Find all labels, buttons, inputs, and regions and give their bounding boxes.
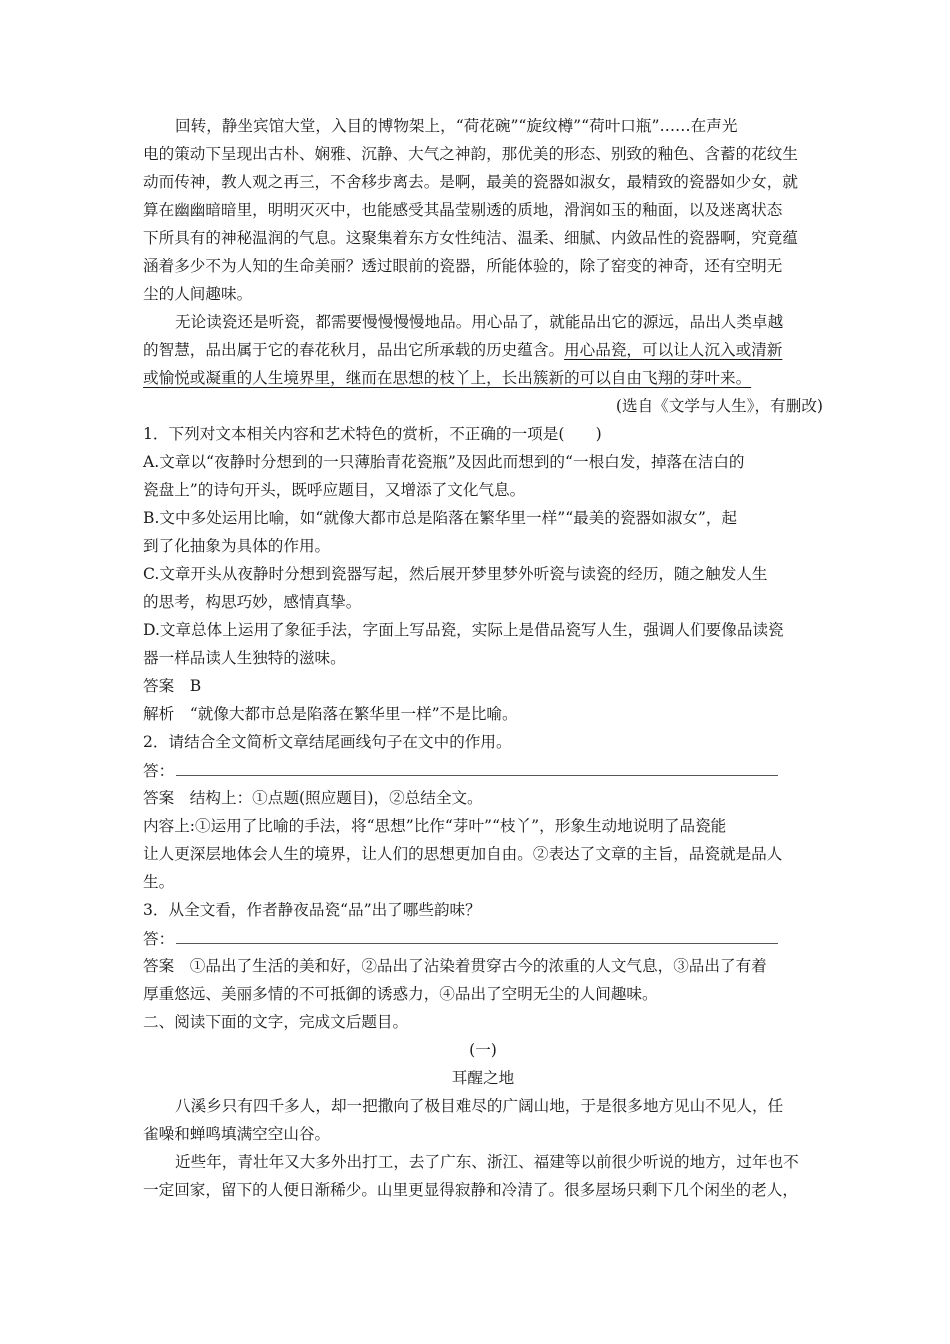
answer-blank-row (143, 756, 823, 784)
text-line: 一定回家，留下的人便日渐稀少。山里更显得寂静和冷清了。很多屋场只剩下几个闲坐的老人， (143, 1181, 798, 1199)
text-line: 回转，静坐宾馆大堂，入目的博物架上，“荷花碗”“旋纹樽”“荷叶口瓶”……在声光 (175, 117, 738, 135)
text-line: 算在幽幽暗暗里，明明灭灭中，也能感受其晶莹剔透的质地，滑润如玉的釉面，以及迷离状态 (143, 201, 783, 219)
text-line: 雀噪和蝉鸣填满空空山谷。 (143, 1125, 331, 1143)
answer: 答案 结构上：①点题(照应题目)，②总结全文。 (143, 789, 483, 807)
text-line: 下所具有的神秘温润的气息。这聚集着东方女性纯洁、温柔、细腻、内敛品性的瓷器啊，究竟蕴 (143, 229, 798, 247)
passage-paragraph-1 (143, 112, 823, 308)
text-line: 电的策动下呈现出古朴、娴雅、沉静、大气之神韵，那优美的形态、别致的釉色、含蓄的花纹生 (143, 145, 798, 163)
option-c: C.文章开头从夜静时分想到瓷器写起，然后展开梦里梦外听瓷与读瓷的经历，随之触发人生 (143, 565, 768, 583)
answer-content: 让人更深层地体会人生的境界，让人们的思想更加自由。②表达了文章的主旨，品瓷就是品人 (143, 845, 783, 863)
analysis: 解析 “就像大都市总是陷落在繁华里一样”不是比喻。 (143, 705, 518, 723)
option-d: D.文章总体上运用了象征手法，字面上写品瓷，实际上是借品瓷写人生，强调人们要像品读瓷 (143, 621, 784, 639)
question-2 (143, 728, 823, 896)
text-line (143, 364, 823, 392)
option-c-cont: 的思考，构思巧妙，感情真挚。 (143, 593, 362, 611)
option-a: A.文章以“夜静时分想到的一只薄胎青花瓷瓶”及因此而想到的“一根白发，掉落在洁白的 (143, 453, 745, 471)
answer: 厚重悠远、美丽多情的不可抵御的诱惑力，④品出了空明无尘的人间趣味。 (143, 985, 658, 1003)
section-2 (143, 1008, 823, 1204)
question-stem: 1．下列对文本相关内容和艺术特色的赏析，不正确的一项是( ) (143, 425, 602, 443)
answer-blank-line[interactable] (176, 756, 778, 776)
text-line: 动而传神，教人观之再三，不舍移步离去。是啊，最美的瓷器如淑女，最精致的瓷器如少女，就 (143, 173, 798, 191)
text-line (143, 336, 823, 364)
underlined-sentence: 或愉悦或凝重的人生境界里，继而在思想的枝丫上，长出簇新的可以自由飞翔的芽叶来。 (143, 369, 752, 387)
document-page (143, 112, 823, 1204)
text-line: 无论读瓷还是听瓷，都需要慢慢慢慢地品。用心品了，就能品出它的源远，品出人类卓越 (175, 313, 784, 331)
passage-paragraph-2 (143, 308, 823, 392)
answer-blank-line[interactable] (176, 924, 778, 944)
question-stem: 2．请结合全文简析文章结尾画线句子在文中的作用。 (143, 733, 512, 751)
text-line: 八溪乡只有四千多人，却一把撒向了极目难尽的广阔山地，于是很多地方见山不见人，任 (175, 1097, 784, 1115)
text-line: 尘的人间趣味。 (143, 285, 253, 303)
section-heading: 二、阅读下面的文字，完成文后题目。 (143, 1013, 409, 1031)
text-line: 近些年，青壮年又大多外出打工，去了广东、浙江、福建等以前很少听说的地方，过年也不 (175, 1153, 799, 1171)
text-plain: 的智慧，品出属于它的春花秋月，品出它所承载的历史蕴含。 (143, 341, 565, 359)
answer-label: 答： (143, 762, 175, 780)
part-label: (一) (469, 1041, 497, 1059)
underlined-sentence: 用心品瓷，可以让人沉入或清新 (564, 341, 783, 359)
question-3 (143, 896, 823, 1008)
answer: 答案 B (143, 677, 202, 695)
option-b: B.文中多处运用比喻，如“就像大都市总是陷落在繁华里一样”“最美的瓷器如淑女”，起 (143, 509, 738, 527)
answer-content: 生。 (143, 873, 175, 891)
answer-content: 内容上:①运用了比喻的手法，将“思想”比作“芽叶”“枝丫”，形象生动地说明了品瓷能 (143, 817, 727, 835)
text-line: 涵着多少不为人知的生命美丽？透过眼前的瓷器，所能体验的，除了窑变的神奇，还有空明无 (143, 257, 783, 275)
option-a-cont: 瓷盘上”的诗句开头，既呼应题目，又增添了文化气息。 (143, 481, 526, 499)
answer-blank-row (143, 924, 823, 952)
option-d-cont: 器一样品读人生独特的滋味。 (143, 649, 346, 667)
question-1 (143, 420, 823, 728)
option-b-cont: 到了化抽象为具体的作用。 (143, 537, 331, 555)
question-stem: 3．从全文看，作者静夜品瓷“品”出了哪些韵味？ (143, 901, 481, 919)
source-citation: (选自《文学与人生》，有删改) (615, 397, 823, 415)
answer-label: 答： (143, 930, 175, 948)
answer: 答案 ①品出了生活的美和好，②品出了沾染着贯穿古今的浓重的人文气息，③品出了有着 (143, 957, 767, 975)
article-title: 耳醒之地 (451, 1069, 515, 1087)
